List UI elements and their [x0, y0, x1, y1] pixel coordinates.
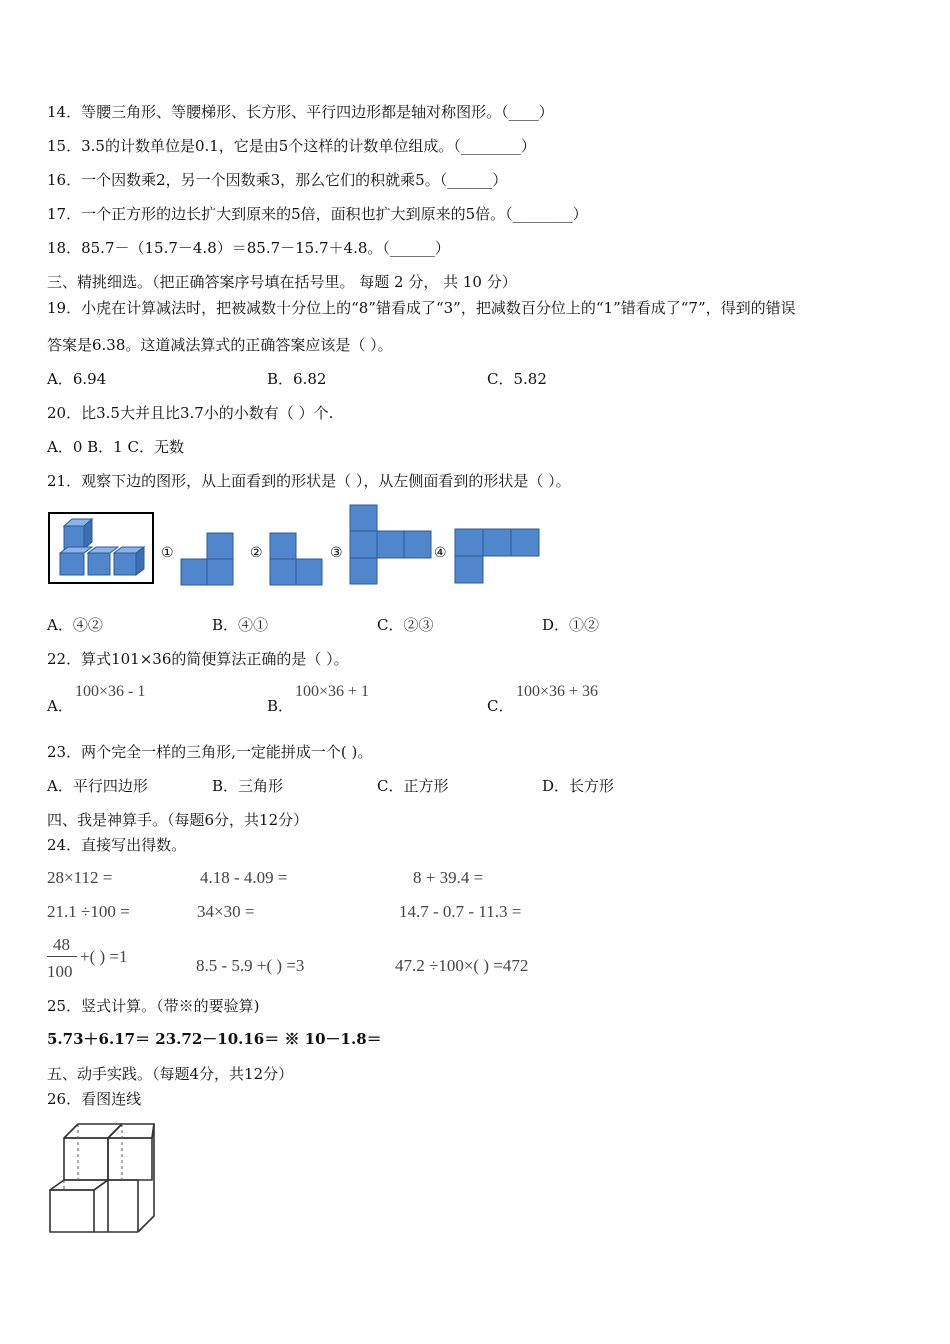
q23-option-b: B．三角形: [212, 777, 284, 795]
q24-frac-numerator: 48: [53, 935, 70, 954]
q21-label-2: ②: [250, 545, 263, 561]
q22-option-c-letter: C．: [487, 697, 514, 715]
q22-option-b-letter: B．: [267, 697, 294, 715]
q24-frac-bar: [47, 956, 77, 957]
q20-options: A．0 B．1 C．无数: [47, 438, 184, 456]
q24-r2-e3: 14.7 - 0.7 - 11.3 =: [399, 902, 522, 921]
q23-option-c: C．正方形: [377, 777, 449, 795]
q21-option-c: C．②③: [377, 616, 434, 634]
q24-r2-e2: 34×30 =: [197, 902, 255, 921]
q21-view-1: [180, 532, 236, 586]
q24-r3-e1-rest: +( ) =1: [80, 947, 128, 966]
q23-option-d: D．长方形: [542, 777, 615, 795]
q24-r1-e3: 8 + 39.4 =: [413, 868, 484, 887]
question-20: 20．比3.5大并且比3.7小的小数有（ ）个.: [47, 404, 334, 422]
q21-view-4: [454, 528, 540, 584]
q23-option-a: A．平行四边形: [47, 777, 148, 795]
section-3-title: 三、精挑细选。（把正确答案序号填在括号里。 每题 2 分， 共 10 分）: [47, 273, 517, 291]
q24-r2-e1: 21.1 ÷100 =: [47, 902, 130, 921]
q24-r1-e2: 4.18 - 4.09 =: [200, 868, 288, 887]
q22-option-b-expr: 100×36 + 1: [295, 683, 370, 700]
question-22: 22．算式101×36的简便算法正确的是（ ）。: [47, 650, 349, 668]
q24-r3-e2: 8.5 - 5.9 +( ) =3: [196, 956, 305, 975]
q22-option-c-expr: 100×36 + 36: [516, 683, 599, 700]
question-18: 18．85.7－（15.7－4.8）＝85.7－15.7＋4.8。（______）: [47, 239, 450, 257]
question-26-title: 26．看图连线: [47, 1090, 142, 1108]
q25-expressions: 5.73＋6.17＝ 23.72－10.16＝ ※ 10－1.8＝: [47, 1030, 382, 1048]
q19-option-c: C．5.82: [487, 370, 547, 388]
q21-option-a: A．④②: [47, 616, 103, 634]
question-19-line2: 答案是6.38。这道减法算式的正确答案应该是（ ）。: [47, 336, 393, 354]
q21-label-3: ③: [330, 545, 343, 561]
question-21: 21．观察下边的图形，从上面看到的形状是（ ），从左侧面看到的形状是（ ）。: [47, 472, 571, 490]
question-15: 15．3.5的计数单位是0.1，它是由5个这样的计数单位组成。（________）: [47, 137, 536, 155]
question-14: 14．等腰三角形、等腰梯形、长方形、平行四边形都是轴对称图形。（____）: [47, 103, 554, 121]
q22-option-a-letter: A．: [47, 697, 73, 715]
q24-frac-denominator: 100: [47, 962, 73, 981]
q19-option-b: B．6.82: [267, 370, 327, 388]
section-5-title: 五、动手实践。（每题4分，共12分）: [47, 1065, 294, 1083]
q21-view-3: [349, 504, 433, 586]
question-17: 17．一个正方形的边长扩大到原来的5倍，面积也扩大到原来的5倍。（________）: [47, 205, 588, 223]
q21-cube-figure: [48, 512, 154, 584]
q24-r3-e3: 47.2 ÷100×( ) =472: [395, 956, 529, 975]
q21-view-2: [269, 532, 325, 586]
q21-label-4: ④: [434, 545, 447, 561]
question-25-title: 25．竖式计算。（带※的要验算): [47, 997, 260, 1015]
question-23: 23．两个完全一样的三角形,一定能拼成一个( )。: [47, 743, 373, 761]
q24-r1-e1: 28×112 =: [47, 868, 113, 887]
question-16: 16．一个因数乘2，另一个因数乘3，那么它们的积就乘5。（______）: [47, 171, 508, 189]
section-4-title: 四、我是神算手。（每题6分，共12分）: [47, 811, 309, 829]
q21-label-1: ①: [161, 545, 174, 561]
q22-option-a-expr: 100×36 - 1: [75, 683, 146, 700]
q19-option-a: A．6.94: [47, 370, 107, 388]
question-24-title: 24．直接写出得数。: [47, 836, 187, 854]
question-19-line1: 19．小虎在计算减法时，把被减数十分位上的“8”错看成了“3”，把减数百分位上的“1”错看成了“7”，得到的错误: [47, 299, 796, 317]
q26-cube-drawing: [46, 1120, 158, 1238]
q21-option-d: D．①②: [542, 616, 600, 634]
q21-option-b: B．④①: [212, 616, 269, 634]
